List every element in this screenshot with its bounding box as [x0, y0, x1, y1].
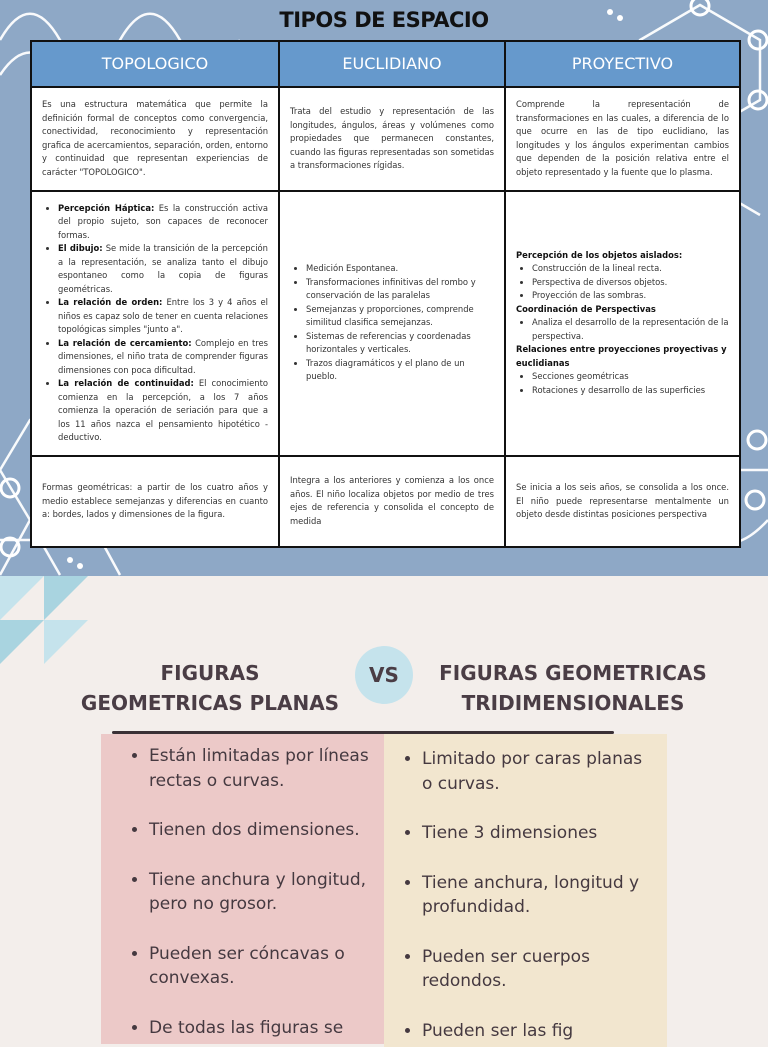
list-item: • Secciones geométricas — [532, 370, 729, 384]
list-item: • Están limitadas por líneas rectas o curvas. — [149, 744, 370, 793]
vs-badge: VS — [355, 646, 413, 704]
subheading: Relaciones entre proyecciones proyectivas y euclidianas — [516, 344, 727, 368]
list-item: • Semejanzas y proporciones, comprende similitud clasifica semejanzas. — [306, 303, 494, 330]
subheading: Percepción de los objetos aislados: — [516, 249, 683, 260]
list-item: • Pueden ser cuerpos redondos. — [422, 945, 653, 994]
cell-proyectivo-age: Se inicia a los seis años, se consolida a los once. El niño puede representarse mentalmente un objeto desde distintas posiciones perspectiva — [505, 456, 740, 547]
list-item: • Tienen dos dimensiones. — [149, 818, 370, 843]
list-item: • Analiza el desarrollo de la representación de la perspectiva. — [532, 316, 729, 343]
list-item: • Trazos diagramáticos y el plano de un pueblo. — [306, 357, 494, 384]
cell-proyectivo-definition: Comprende la representación de transformaciones en las cuales, a diferencia de lo que ocurre en las de tipo euclidiano, las longitudes y los ángulos experimentan cambios que dependen de la posición relativa entre el objeto representado y la fuente que lo plasma. — [505, 87, 740, 190]
list-item: • De todas las figuras se — [149, 1016, 370, 1041]
list-item: • La relación de orden: Entre los 3 y 4 años el niños es capaz solo de tener en cuenta relaciones topológicas simples "junto a". — [58, 296, 268, 337]
list-item: • Pueden ser las fig — [422, 1019, 653, 1044]
list-item: • Pueden ser cóncavas o convexas. — [149, 942, 370, 991]
list-item: • La relación de continuidad: El conocimiento comienza en la percepción, a los 7 años comienza la operación de seriación para que a los 11 años nazca el pensamiento hipotético - deductivo. — [58, 377, 268, 445]
cell-euclidiano-age: Integra a los anteriores y comienza a los once años. El niño localiza objetos por medio de tres ejes de referencia y consolida el concepto de medida — [279, 456, 505, 547]
column-header-euclidiano: EUCLIDIANO — [279, 41, 505, 87]
plane-figures-title: FIGURAS GEOMETRICAS PLANAS — [80, 661, 340, 715]
list-item: • Perspectiva de diversos objetos. — [532, 276, 729, 290]
list-item: • Limitado por caras planas o curvas. — [422, 747, 653, 796]
column-header-proyectivo: PROYECTIVO — [505, 41, 740, 87]
cell-topologico-age: Formas geométricas: a partir de los cuatro años y medio establece semejanzas y diferencias en cuanto a: bordes, lados y dimensiones de la figura. — [31, 456, 279, 547]
cell-euclidiano-list — [279, 191, 505, 456]
list-item: • Sistemas de referencias y coordenadas horizontales y verticales. — [306, 330, 494, 357]
space-types-table — [30, 40, 741, 548]
list-item: • Proyección de las sombras. — [532, 289, 729, 303]
list-item: • Tiene 3 dimensiones — [422, 821, 653, 846]
cell-topologico-definition: Es una estructura matemática que permite la definición formal de conceptos como convergencia, conectividad, reconocimiento y representación grafica de acercamientos, separación, orden, entorno y continuidad que representan experiencias de carácter "TOPOLOGICO". — [31, 87, 279, 190]
list-item: • Tiene anchura, longitud y profundidad. — [422, 871, 653, 920]
list-item: • La relación de cercamiento: Complejo en tres dimensiones, el niño trata de comprender figuras dimensiones con poca dificultad. — [58, 337, 268, 378]
triangle-decoration — [0, 576, 90, 666]
solid-figures-title: FIGURAS GEOMETRICAS TRIDIMENSIONALES — [439, 661, 707, 715]
cell-euclidiano-definition: Trata del estudio y representación de las longitudes, ángulos, áreas y volúmenes como propiedades que permanecen constantes, cuando las figuras representadas son sometidas a transformaciones rígidas. — [279, 87, 505, 190]
cell-topologico-list — [31, 191, 279, 456]
list-item: • Medición Espontanea. — [306, 262, 494, 276]
list-item: • Tiene anchura y longitud, pero no grosor. — [149, 868, 370, 917]
list-item: • Construcción de la lineal recta. — [532, 262, 729, 276]
list-item: • El dibujo: Se mide la transición de la percepción a la representación, se analiza tanto el dibujo espontaneo como la copia de figuras geométricas. — [58, 242, 268, 296]
page-title: TIPOS DE ESPACIO — [279, 8, 489, 32]
list-item: • Rotaciones y desarrollo de las superficies — [532, 384, 729, 398]
cell-proyectivo-list — [505, 191, 740, 456]
plane-figures-column — [101, 734, 384, 1044]
list-item: • Percepción Háptica: Es la construcción activa del propio sujeto, son capaces de reconocer formas. — [58, 202, 268, 243]
solid-figures-column — [384, 734, 667, 1047]
list-item: • Transformaciones infinitivas del rombo y conservación de las paralelas — [306, 276, 494, 303]
column-header-topologico: TOPOLOGICO — [31, 41, 279, 87]
subheading: Coordinación de Perspectivas — [516, 303, 656, 314]
